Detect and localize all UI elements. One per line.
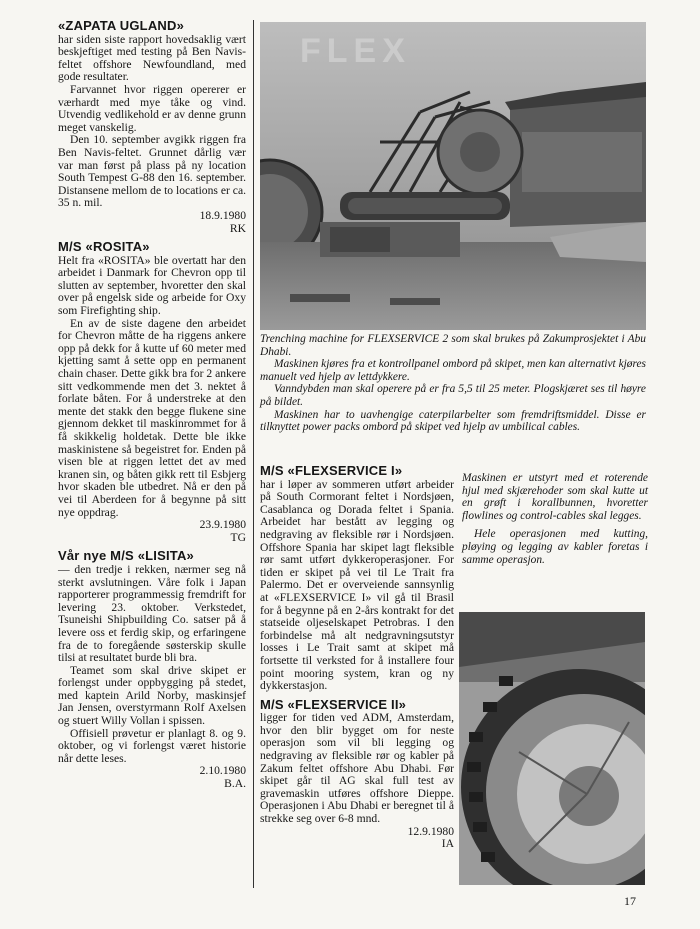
flexservice-2-signature: IA <box>441 837 454 851</box>
svg-text:FLEX: FLEX <box>300 32 411 70</box>
flexservice-2-heading: M/S «FLEXSERVICE II» <box>260 696 407 712</box>
rosita-heading: M/S «ROSITA» <box>58 239 150 255</box>
lisita-paragraph: — den tredje i rekken, nærmer seg nå sterkt avslutningen. Våre folk i Japan rapporterer programmessig fremdrift for levering 23. oktober. Verkstedet, Tsuneishi Shipbuilding Co. satser på å levere oss et ferdig skip, og erfaringene fra de to foregående søsterskip skulle tilsi at resultatet burde bli bra. <box>58 562 246 665</box>
rosita-signature: TG <box>230 530 246 544</box>
zapata-paragraph: har siden siste rapport hovedsaklig vært beskjeftiget med testing på Ben Navis-feltet offshore Newfoundland, med gode resultater. <box>58 32 246 84</box>
caption-paragraph: Trenching machine for FLEXSERVICE 2 som skal brukes på Zakumprosjektet i Abu Dhabi. <box>260 333 646 358</box>
lisita-paragraph: Teamet som skal drive skipet er forlengst under oppbygging på stedet, med kaptein Arild Norby, maskinsjef Jan Jensen, overstyrmann Rolf Axelsen og stuert Willy Vollan i spissen. <box>58 663 246 728</box>
trenching-machine-photo <box>260 22 646 330</box>
rosita-paragraph: Helt fra «ROSITA» ble overtatt har den arbeidet i Danmark for Chevron opp til slutten av september, hvoretter den skal over på engelsk side og arbeide for Oxy som Firefighting ship. <box>58 253 246 318</box>
right-column-text <box>462 472 648 572</box>
flexservice-1-heading: M/S «FLEXSERVICE I» <box>260 463 403 478</box>
middle-column <box>260 465 454 851</box>
cutter-wheel-photo <box>459 612 645 885</box>
lisita-paragraph: Offisiell prøvetur er planlagt 8. og 9. oktober, og vi forlengst været historie når dette leses. <box>58 726 246 765</box>
right-paragraph: Maskinen er utstyrt med et roterende hjul med skjærehoder som skal kutte ut en grøft i korallbunnen, hvoretter flowlines og control-cables skal legges. <box>462 472 648 522</box>
photo-caption <box>260 333 646 434</box>
caption-paragraph: Maskinen har to uavhengige caterpilarbelter som fremdriftsmiddel. Disse er tilknyttet power packs ombord på skipet ved hjelp av umbilical cables. <box>260 408 646 434</box>
rosita-date: 23.9.1980 <box>199 518 246 532</box>
left-column <box>58 20 246 791</box>
rosita-paragraph: En av de siste dagene den arbeidet for Chevron måtte de ha riggens ankere opp på dekk for å kutte uf 60 meter med kjetting samt å sette opp en permanent chain chaser. Dette gikk bra for 2 ankere sitt vedkommende men det 3. nektet å forlate båten. For å understreke at den mente det stakk den begge flukene sine gjennom dekket til maskinrommet for å få skikkelig holdetak. Dette ble ikke maskinistene så begeistret for. Enden på visen ble at riggen lettet det av med kranen sin, og båten gikk rett til Esbjerg hvor skaden ble utbedret. Nå er den på vei til Aberdeen for å begynne på sitt nye oppdrag. <box>58 316 246 519</box>
flexservice-2-paragraph: ligger for tiden ved ADM, Amsterdam, hvor den blir bygget om for neste operasjon som vil bli legging og nedgraving av fleksible rør og kabler på Zakum feltet offshore Abu Dhabi. Før skipet går til AG skal full test av gravemaskin utføres offshore Dieppe. Operasjonen i Abu Dhabi er beregnet til å strekke seg over 6-8 mnd. <box>260 711 454 826</box>
zapata-date: 18.9.1980 <box>199 208 246 222</box>
column-divider <box>253 20 254 888</box>
zapata-paragraph: Farvannet hvor riggen opererer er værhardt med mye tåke og vind. Utvendig vedlikehold er av denne grunn meget vanskelig. <box>58 82 246 134</box>
right-paragraph: Hele operasjonen med kutting, pløying og legging av kabler foretas i samme operasjon. <box>462 528 648 566</box>
caption-paragraph: Vanndybden man skal operere på er fra 5,5 til 25 meter. Plogskjæret ses til høyre på bildet. <box>260 383 646 408</box>
page-number: 17 <box>624 894 636 908</box>
zapata-heading: «ZAPATA UGLAND» <box>58 18 185 33</box>
lisita-signature: B.A. <box>224 777 246 791</box>
lisita-date: 2.10.1980 <box>199 764 246 778</box>
lisita-heading: Vår nye M/S «LISITA» <box>58 548 194 564</box>
flexservice-2-date: 12.9.1980 <box>407 824 454 838</box>
zapata-signature: RK <box>229 221 246 235</box>
zapata-paragraph: Den 10. september avgikk riggen fra Ben Navis-feltet. Grunnet dårlig vær var man først på plass på ny location South Tempest G-88 den 16. september. Distansene mellom de to locations er ca. 35 n. mil. <box>58 133 246 210</box>
caption-paragraph: Maskinen kjøres fra et kontrollpanel ombord på skipet, men kan alternativt kjøres manuelt ved hjelp av lettdykkere. <box>260 358 646 383</box>
flexservice-1-paragraph: har i løper av sommeren utført arbeider på South Cormorant feltet i Nordsjøen, Casablanca og Dorada feltet i Spania. Arbeidet har bestått av legging og nedgraving av fleksible rør i Nordsjøen. Offshore Spania har skipet lagt fleksible rør samt utført dykkeroperasjoner. For tiden er skipet på vei til Le Trait fra Palermo. Det er overveiende sannsynlig at «FLEXSERVICE I» vil gå til Brasil for å begynne på en 2-års kontrakt for det statseide oljeselskapet Petrobras. I den forbindelse må alt nedgravningsutstyr losses i Le Trait samt at skipet må fortsette til verksted for å installere four point mooring system, kran og ny dykkerstasjon. <box>260 477 454 693</box>
